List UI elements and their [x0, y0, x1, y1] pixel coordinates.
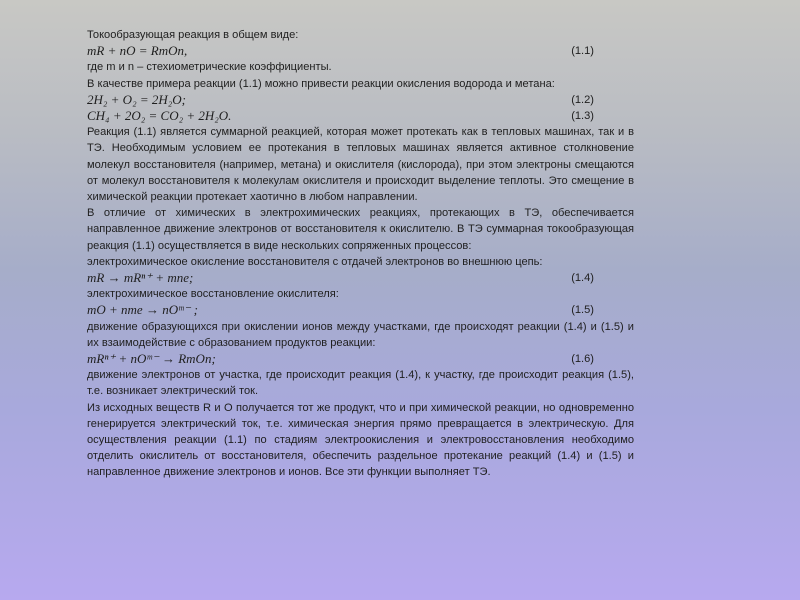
intro-line: Токообразующая реакция в общем виде:	[87, 29, 299, 41]
equation-1-6-number: (1.6)	[571, 352, 594, 365]
equation-1-5-number: (1.5)	[571, 304, 594, 317]
equation-1-5-formula: mO + nme → nOᵐ⁻ ;	[87, 302, 198, 318]
paragraph-conclusion: Из исходных веществ R и O получается тот же продукт, что и при химической реакции, но одновременно генерируется электрический ток, т.е. химическая энергия прямо превращается в электрическую. Для осуществления реакции (1.1) по стадиям электроокисления и электровосстановления необходимо отделить окислитель от восстановителя, обеспечить раздельное протекание реакций (1.4) и (1.5) и направленное движение электронов и ионов. Все эти функции выполняет ТЭ.	[87, 401, 634, 479]
paragraph-electrochemical: В отличие от химических в электрохимических реакциях, протекающих в ТЭ, обеспечивается направленное движение электронов от восстановителя к окислителю. В ТЭ суммарная токообразующая реакция (1.1) осуществляется в виде нескольких сопряженных процессов:	[87, 207, 634, 252]
reduction-line: электрохимическое восстановление окислителя:	[87, 288, 339, 301]
equation-1-1-number: (1.1)	[571, 45, 594, 58]
equation-1-2-number: (1.2)	[571, 93, 594, 106]
equation-1-3-formula: CH₄ + 2O₂ = CO₂ + 2H₂O.	[87, 107, 232, 123]
equation-1-4-number: (1.4)	[571, 272, 594, 284]
equation-1-1-formula: mR + nO = RmOn,	[87, 43, 188, 59]
equation-1-6	[87, 351, 634, 367]
equation-1-6-formula: mRⁿ⁺ + nOᵐ⁻ → RmOn;	[87, 350, 216, 366]
equation-1-1	[87, 43, 634, 59]
equation-1-5	[87, 302, 634, 318]
equation-1-2-formula: 2H₂ + O₂ = 2H₂O;	[87, 91, 186, 107]
paragraph-electron-movement: движение электронов от участка, где происходит реакция (1.4), к участку, где происходит реакция (1.5), т.е. возникает электрический ток.	[87, 369, 634, 398]
coefficients-line: где m и n – стехиометрические коэффициенты.	[87, 61, 332, 74]
paragraph-heat-engines: Реакция (1.1) является суммарной реакцией, которая может протекать как в тепловых машинах, так и в ТЭ. Необходимым условием ее протекания в тепловых машинах является активное столкновение молекул восстановителя (например, метана) и окислителя (кислорода), при этом электроны смещаются от молекул восстановителя к молекулам окислителя и происходит выделение теплоты. Это смещение в химической реакции протекает хаотично в любом направлении.	[87, 126, 634, 203]
paragraph-ion-movement: движение образующихся при окислении ионов между участками, где происходят реакции (1.4) и (1.5) и их взаимодействие с образованием продуктов реакции:	[87, 320, 634, 349]
equation-1-4-formula: mR → mRⁿ⁺ + mne;	[87, 270, 194, 285]
oxidation-line: электрохимическое окисление восстановителя с отдачей электронов во внешнюю цепь:	[87, 255, 543, 268]
equation-1-3	[87, 108, 634, 124]
equation-1-4	[87, 270, 634, 286]
equation-1-3-number: (1.3)	[571, 109, 594, 122]
equation-1-2	[87, 92, 634, 108]
slide-text-block	[87, 27, 634, 481]
example-line: В качестве примера реакции (1.1) можно привести реакции окисления водорода и метана:	[87, 77, 555, 90]
